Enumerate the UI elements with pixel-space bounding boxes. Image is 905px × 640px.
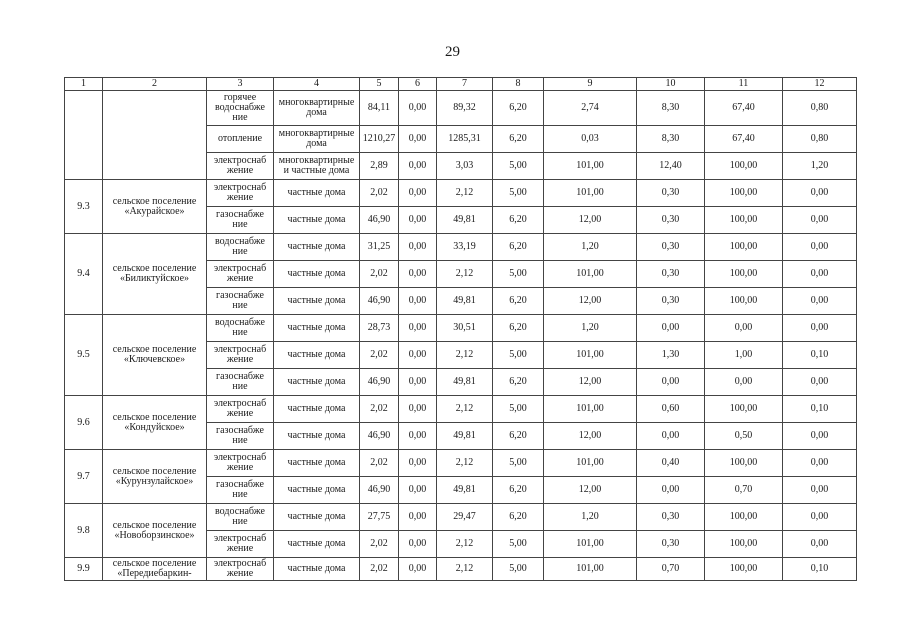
value-cell: 2,02 (360, 558, 399, 581)
value-cell: 101,00 (544, 450, 637, 477)
buildings-cell: частные дома (274, 396, 360, 423)
value-cell: 0,00 (637, 315, 705, 342)
value-cell: 67,40 (705, 126, 783, 153)
header-cell: 6 (399, 78, 437, 91)
header-cell: 2 (103, 78, 207, 91)
utility-cell: электроснаб жение (207, 396, 274, 423)
value-cell: 101,00 (544, 396, 637, 423)
value-cell: 0,00 (399, 531, 437, 558)
value-cell: 0,00 (705, 315, 783, 342)
value-cell: 0,00 (399, 558, 437, 581)
header-cell: 9 (544, 78, 637, 91)
value-cell: 101,00 (544, 180, 637, 207)
value-cell: 0,00 (399, 396, 437, 423)
value-cell: 12,00 (544, 477, 637, 504)
value-cell: 6,20 (493, 423, 544, 450)
value-cell: 29,47 (437, 504, 493, 531)
header-cell: 3 (207, 78, 274, 91)
header-cell: 4 (274, 78, 360, 91)
buildings-cell: частные дома (274, 531, 360, 558)
value-cell: 5,00 (493, 558, 544, 581)
value-cell: 2,12 (437, 342, 493, 369)
value-cell: 2,02 (360, 180, 399, 207)
value-cell: 0,40 (637, 450, 705, 477)
value-cell: 2,02 (360, 450, 399, 477)
table-row (65, 234, 857, 261)
buildings-cell: многоквартирные дома (274, 126, 360, 153)
header-cell: 10 (637, 78, 705, 91)
value-cell: 101,00 (544, 153, 637, 180)
tariff-table (64, 77, 857, 581)
value-cell: 0,80 (783, 91, 857, 126)
value-cell: 100,00 (705, 288, 783, 315)
utility-cell: электроснаб жение (207, 342, 274, 369)
row-number-cell: 9.8 (65, 504, 103, 558)
utility-cell: газоснабже ние (207, 477, 274, 504)
value-cell: 2,02 (360, 531, 399, 558)
value-cell: 0,30 (637, 234, 705, 261)
value-cell: 0,30 (637, 504, 705, 531)
value-cell: 101,00 (544, 261, 637, 288)
header-cell: 7 (437, 78, 493, 91)
value-cell: 0,60 (637, 396, 705, 423)
page-number: 29 (445, 44, 460, 60)
buildings-cell: частные дома (274, 450, 360, 477)
value-cell: 8,30 (637, 91, 705, 126)
value-cell: 100,00 (705, 504, 783, 531)
value-cell: 5,00 (493, 396, 544, 423)
value-cell: 0,30 (637, 288, 705, 315)
value-cell: 49,81 (437, 369, 493, 396)
value-cell: 0,00 (399, 153, 437, 180)
value-cell: 100,00 (705, 558, 783, 581)
value-cell: 101,00 (544, 558, 637, 581)
value-cell: 100,00 (705, 153, 783, 180)
value-cell: 2,02 (360, 261, 399, 288)
settlement-cell: сельское поселение «Акурайское» (103, 180, 207, 234)
value-cell: 0,00 (783, 504, 857, 531)
value-cell: 1,20 (544, 234, 637, 261)
utility-cell: газоснабже ние (207, 288, 274, 315)
value-cell: 3,03 (437, 153, 493, 180)
value-cell: 0,00 (637, 423, 705, 450)
value-cell: 0,00 (399, 234, 437, 261)
value-cell: 6,20 (493, 91, 544, 126)
value-cell: 2,12 (437, 531, 493, 558)
value-cell: 1,20 (544, 315, 637, 342)
value-cell: 101,00 (544, 531, 637, 558)
value-cell: 12,00 (544, 288, 637, 315)
value-cell: 49,81 (437, 423, 493, 450)
value-cell: 0,10 (783, 558, 857, 581)
header-cell: 8 (493, 78, 544, 91)
row-number-cell: 9.9 (65, 558, 103, 581)
buildings-cell: частные дома (274, 342, 360, 369)
buildings-cell: частные дома (274, 234, 360, 261)
value-cell: 31,25 (360, 234, 399, 261)
value-cell: 0,00 (783, 531, 857, 558)
value-cell: 0,10 (783, 342, 857, 369)
settlement-cell (103, 91, 207, 180)
value-cell: 0,00 (399, 369, 437, 396)
value-cell: 0,00 (783, 450, 857, 477)
row-number-cell: 9.6 (65, 396, 103, 450)
value-cell: 6,20 (493, 504, 544, 531)
row-number-cell: 9.5 (65, 315, 103, 396)
value-cell: 0,00 (399, 504, 437, 531)
table-row (65, 450, 857, 477)
value-cell: 0,00 (399, 423, 437, 450)
value-cell: 2,12 (437, 396, 493, 423)
utility-cell: электроснаб жение (207, 531, 274, 558)
table-row (65, 91, 857, 126)
value-cell: 0,00 (637, 369, 705, 396)
value-cell: 1285,31 (437, 126, 493, 153)
table-row (65, 396, 857, 423)
value-cell: 0,30 (637, 531, 705, 558)
value-cell: 100,00 (705, 396, 783, 423)
settlement-cell: сельское поселение «Курунзулайское» (103, 450, 207, 504)
settlement-cell: сельское поселение «Передиебаркин- (103, 558, 207, 581)
utility-cell: газоснабже ние (207, 369, 274, 396)
value-cell: 49,81 (437, 207, 493, 234)
value-cell: 2,12 (437, 450, 493, 477)
value-cell: 100,00 (705, 207, 783, 234)
value-cell: 6,20 (493, 369, 544, 396)
value-cell: 1,00 (705, 342, 783, 369)
value-cell: 30,51 (437, 315, 493, 342)
value-cell: 0,00 (399, 180, 437, 207)
row-number-cell: 9.3 (65, 180, 103, 234)
value-cell: 0,00 (783, 261, 857, 288)
value-cell: 6,20 (493, 126, 544, 153)
value-cell: 12,00 (544, 207, 637, 234)
value-cell: 2,02 (360, 396, 399, 423)
value-cell: 100,00 (705, 180, 783, 207)
value-cell: 33,19 (437, 234, 493, 261)
table-row (65, 315, 857, 342)
value-cell: 1,20 (544, 504, 637, 531)
buildings-cell: частные дома (274, 477, 360, 504)
buildings-cell: частные дома (274, 504, 360, 531)
utility-cell: газоснабже ние (207, 423, 274, 450)
settlement-cell: сельское поселение «Биликтуйское» (103, 234, 207, 315)
value-cell: 1,30 (637, 342, 705, 369)
buildings-cell: частные дома (274, 261, 360, 288)
utility-cell: водоснабже ние (207, 234, 274, 261)
value-cell: 0,80 (783, 126, 857, 153)
value-cell: 0,00 (399, 207, 437, 234)
buildings-cell: многоквартирные дома (274, 91, 360, 126)
row-number-cell: 9.7 (65, 450, 103, 504)
value-cell: 0,00 (399, 91, 437, 126)
value-cell: 0,00 (399, 450, 437, 477)
buildings-cell: частные дома (274, 207, 360, 234)
value-cell: 1210,27 (360, 126, 399, 153)
value-cell: 0,00 (783, 369, 857, 396)
buildings-cell: частные дома (274, 558, 360, 581)
utility-cell: отопление (207, 126, 274, 153)
value-cell: 0,30 (637, 207, 705, 234)
settlement-cell: сельское поселение «Новоборзинское» (103, 504, 207, 558)
utility-cell: электроснаб жение (207, 261, 274, 288)
value-cell: 100,00 (705, 261, 783, 288)
buildings-cell: частные дома (274, 180, 360, 207)
value-cell: 46,90 (360, 477, 399, 504)
value-cell: 0,00 (783, 207, 857, 234)
row-number-cell (65, 91, 103, 180)
settlement-cell: сельское поселение «Кондуйское» (103, 396, 207, 450)
value-cell: 46,90 (360, 207, 399, 234)
value-cell: 0,00 (783, 423, 857, 450)
value-cell: 100,00 (705, 234, 783, 261)
value-cell: 0,00 (783, 288, 857, 315)
value-cell: 8,30 (637, 126, 705, 153)
header-cell: 11 (705, 78, 783, 91)
value-cell: 0,00 (399, 126, 437, 153)
value-cell: 6,20 (493, 207, 544, 234)
value-cell: 0,00 (705, 369, 783, 396)
value-cell: 100,00 (705, 531, 783, 558)
header-cell: 12 (783, 78, 857, 91)
value-cell: 2,74 (544, 91, 637, 126)
value-cell: 5,00 (493, 342, 544, 369)
value-cell: 0,70 (637, 558, 705, 581)
value-cell: 0,00 (399, 315, 437, 342)
utility-cell: водоснабже ние (207, 315, 274, 342)
utility-cell: электроснаб жение (207, 153, 274, 180)
utility-cell: электроснаб жение (207, 558, 274, 581)
value-cell: 49,81 (437, 288, 493, 315)
value-cell: 6,20 (493, 315, 544, 342)
row-number-cell: 9.4 (65, 234, 103, 315)
value-cell: 1,20 (783, 153, 857, 180)
value-cell: 5,00 (493, 180, 544, 207)
value-cell: 0,00 (783, 315, 857, 342)
buildings-cell: частные дома (274, 423, 360, 450)
value-cell: 0,03 (544, 126, 637, 153)
value-cell: 2,12 (437, 558, 493, 581)
value-cell: 2,12 (437, 261, 493, 288)
value-cell: 2,02 (360, 342, 399, 369)
table-row (65, 504, 857, 531)
value-cell: 12,00 (544, 423, 637, 450)
header-row (65, 78, 857, 91)
header-cell: 5 (360, 78, 399, 91)
utility-cell: газоснабже ние (207, 207, 274, 234)
value-cell: 12,40 (637, 153, 705, 180)
value-cell: 28,73 (360, 315, 399, 342)
value-cell: 5,00 (493, 450, 544, 477)
utility-cell: горячее водоснабже ние (207, 91, 274, 126)
settlement-cell: сельское поселение «Ключевское» (103, 315, 207, 396)
value-cell: 0,70 (705, 477, 783, 504)
value-cell: 0,00 (783, 477, 857, 504)
value-cell: 27,75 (360, 504, 399, 531)
value-cell: 84,11 (360, 91, 399, 126)
value-cell: 0,00 (399, 342, 437, 369)
value-cell: 0,00 (399, 261, 437, 288)
value-cell: 6,20 (493, 477, 544, 504)
value-cell: 6,20 (493, 288, 544, 315)
utility-cell: электроснаб жение (207, 180, 274, 207)
value-cell: 0,00 (783, 234, 857, 261)
table-row (65, 180, 857, 207)
value-cell: 46,90 (360, 288, 399, 315)
value-cell: 0,30 (637, 180, 705, 207)
value-cell: 5,00 (493, 531, 544, 558)
value-cell: 2,12 (437, 180, 493, 207)
value-cell: 12,00 (544, 369, 637, 396)
value-cell: 0,00 (399, 288, 437, 315)
buildings-cell: частные дома (274, 315, 360, 342)
value-cell: 0,50 (705, 423, 783, 450)
value-cell: 101,00 (544, 342, 637, 369)
value-cell: 67,40 (705, 91, 783, 126)
value-cell: 0,00 (399, 477, 437, 504)
value-cell: 2,89 (360, 153, 399, 180)
buildings-cell: частные дома (274, 288, 360, 315)
value-cell: 0,00 (783, 180, 857, 207)
value-cell: 100,00 (705, 450, 783, 477)
value-cell: 0,30 (637, 261, 705, 288)
value-cell: 0,00 (637, 477, 705, 504)
value-cell: 5,00 (493, 261, 544, 288)
value-cell: 49,81 (437, 477, 493, 504)
value-cell: 6,20 (493, 234, 544, 261)
value-cell: 46,90 (360, 369, 399, 396)
header-cell: 1 (65, 78, 103, 91)
value-cell: 89,32 (437, 91, 493, 126)
buildings-cell: частные дома (274, 369, 360, 396)
utility-cell: электроснаб жение (207, 450, 274, 477)
value-cell: 46,90 (360, 423, 399, 450)
value-cell: 0,10 (783, 396, 857, 423)
utility-cell: водоснабже ние (207, 504, 274, 531)
buildings-cell: многоквартирные и частные дома (274, 153, 360, 180)
table-row (65, 558, 857, 581)
value-cell: 5,00 (493, 153, 544, 180)
